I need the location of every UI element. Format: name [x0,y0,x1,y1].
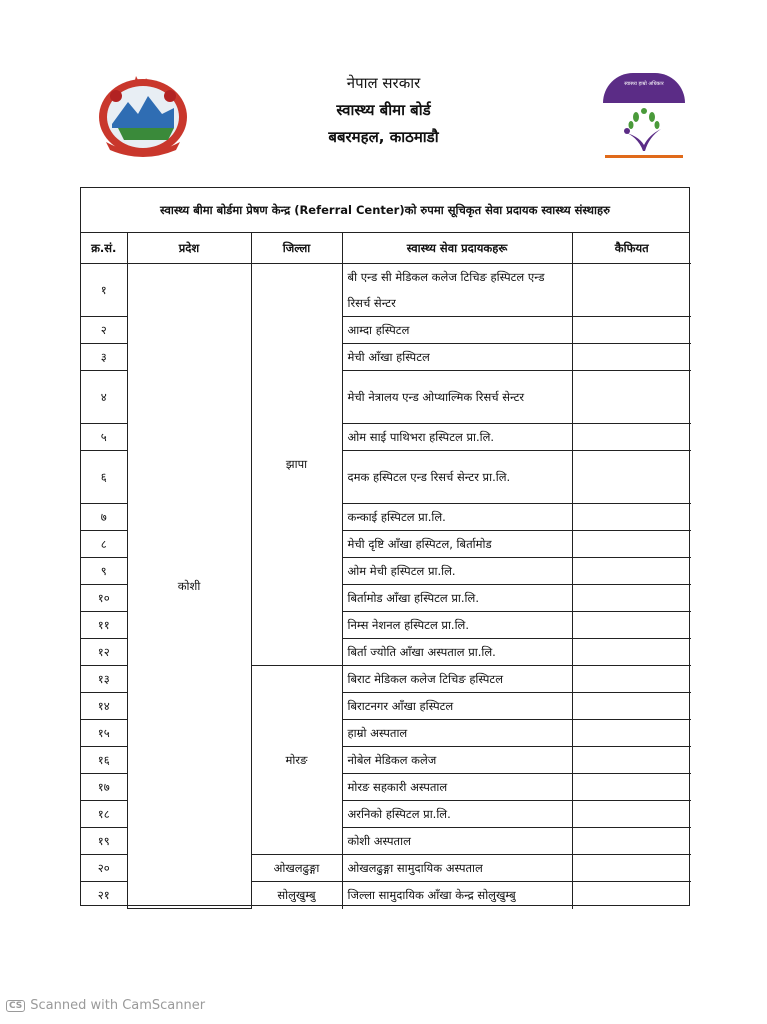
remarks-cell [572,558,691,585]
serial-number: १७ [81,774,127,801]
remarks-cell [572,720,691,747]
serial-number: ८ [81,531,127,558]
provider-name: नोबेल मेडिकल कलेज [342,747,572,774]
provider-name: निम्स नेशनल हस्पिटल प्रा.लि. [342,612,572,639]
serial-number: ५ [81,424,127,451]
remarks-cell [572,531,691,558]
serial-number: १४ [81,693,127,720]
provider-name: बी एन्ड सी मेडिकल कलेज टिचिङ हस्पिटल एन्ड रिसर्च सेन्टर [342,264,572,317]
remarks-cell [572,828,691,855]
remarks-cell [572,585,691,612]
serial-number: १ [81,264,127,317]
provider-name: बिर्तामोड आँखा हस्पिटल प्रा.लि. [342,585,572,612]
district-cell-okhaldhunga: ओखलढुङ्गा [251,855,342,882]
provider-name: ओम साई पाथिभरा हस्पिटल प्रा.लि. [342,424,572,451]
serial-number: १२ [81,639,127,666]
table-row [81,264,691,317]
provider-name: जिल्ला सामुदायिक आँखा केन्द्र सोलुखुम्बु [342,882,572,909]
remarks-cell [572,639,691,666]
remarks-cell [572,693,691,720]
serial-number: २ [81,317,127,344]
provider-name: आम्दा हस्पिटल [342,317,572,344]
referral-center-table-frame [80,187,690,906]
remarks-cell [572,882,691,909]
health-insurance-logo [603,73,685,159]
serial-number: १० [81,585,127,612]
serial-number: ४ [81,371,127,424]
serial-number: ३ [81,344,127,371]
provider-name: ओम मेची हस्पिटल प्रा.लि. [342,558,572,585]
provider-name: मोरङ सहकारी अस्पताल [342,774,572,801]
serial-number: १९ [81,828,127,855]
provider-name: अरनिको हस्पिटल प्रा.लि. [342,801,572,828]
provider-name: हाम्रो अस्पताल [342,720,572,747]
remarks-cell [572,424,691,451]
remarks-cell [572,451,691,504]
serial-number: १८ [81,801,127,828]
remarks-cell [572,344,691,371]
serial-number: ११ [81,612,127,639]
header-board-name: स्वास्थ्य बीमा बोर्ड [336,101,431,119]
table-title: स्वास्थ्य बीमा बोर्डमा प्रेषण केन्द्र (Referral Center)को रुपमा सूचिकृत सेवा प्रदायक स्वास्थ्य संस्थाहरु [81,188,689,233]
district-cell-morang: मोरङ [251,666,342,855]
header-government: नेपाल सरकार [346,74,421,92]
provider-name: मेची दृष्टि आँखा हस्पिटल, बिर्तामोड [342,531,572,558]
serial-number: ७ [81,504,127,531]
provider-name: कोशी अस्पताल [342,828,572,855]
logo-tagline: स्वास्थ्य हाम्रो अधिकार [624,81,664,87]
provider-name: दमक हस्पिटल एन्ड रिसर्च सेन्टर प्रा.लि. [342,451,572,504]
column-header-province: प्रदेश [127,233,251,264]
remarks-cell [572,612,691,639]
district-cell-solukhumbu: सोलुखुम्बु [251,882,342,909]
provider-name: बिराट मेडिकल कलेज टिचिङ हस्पिटल [342,666,572,693]
remarks-cell [572,666,691,693]
camscanner-text: Scanned with CamScanner [30,998,206,1013]
header-address: बबरमहल, काठमाडौ [328,128,439,146]
camscanner-logo-icon: CS [6,1000,25,1012]
remarks-cell [572,855,691,882]
remarks-cell [572,774,691,801]
camscanner-watermark [6,998,205,1013]
serial-number: ९ [81,558,127,585]
remarks-cell [572,371,691,424]
serial-number: ६ [81,451,127,504]
district-cell-jhapa: झापा [251,264,342,666]
remarks-cell [572,264,691,317]
serial-number: १५ [81,720,127,747]
remarks-cell [572,504,691,531]
remarks-cell [572,317,691,344]
column-header-remarks: कैफियत [572,233,691,264]
table-header-row [81,233,691,264]
remarks-cell [572,747,691,774]
provider-name: बिर्ता ज्योति आँखा अस्पताल प्रा.लि. [342,639,572,666]
provider-name: कन्काई हस्पिटल प्रा.लि. [342,504,572,531]
provider-name: मेची आँखा हस्पिटल [342,344,572,371]
referral-center-table [81,233,691,909]
provider-name: मेची नेत्रालय एन्ड ओप्थाल्मिक रिसर्च सेन्टर [342,371,572,424]
province-cell: कोशी [127,264,251,909]
serial-number: १६ [81,747,127,774]
column-header-district: जिल्ला [251,233,342,264]
serial-number: २० [81,855,127,882]
serial-number: २१ [81,882,127,909]
remarks-cell [572,801,691,828]
provider-name: बिराटनगर आँखा हस्पिटल [342,693,572,720]
column-header-providers: स्वास्थ्य सेवा प्रदायकहरू [342,233,572,264]
logo-figure-icon [603,73,685,159]
column-header-serial: क्र.सं. [81,233,127,264]
provider-name: ओखलढुङ्गा सामुदायिक अस्पताल [342,855,572,882]
serial-number: १३ [81,666,127,693]
